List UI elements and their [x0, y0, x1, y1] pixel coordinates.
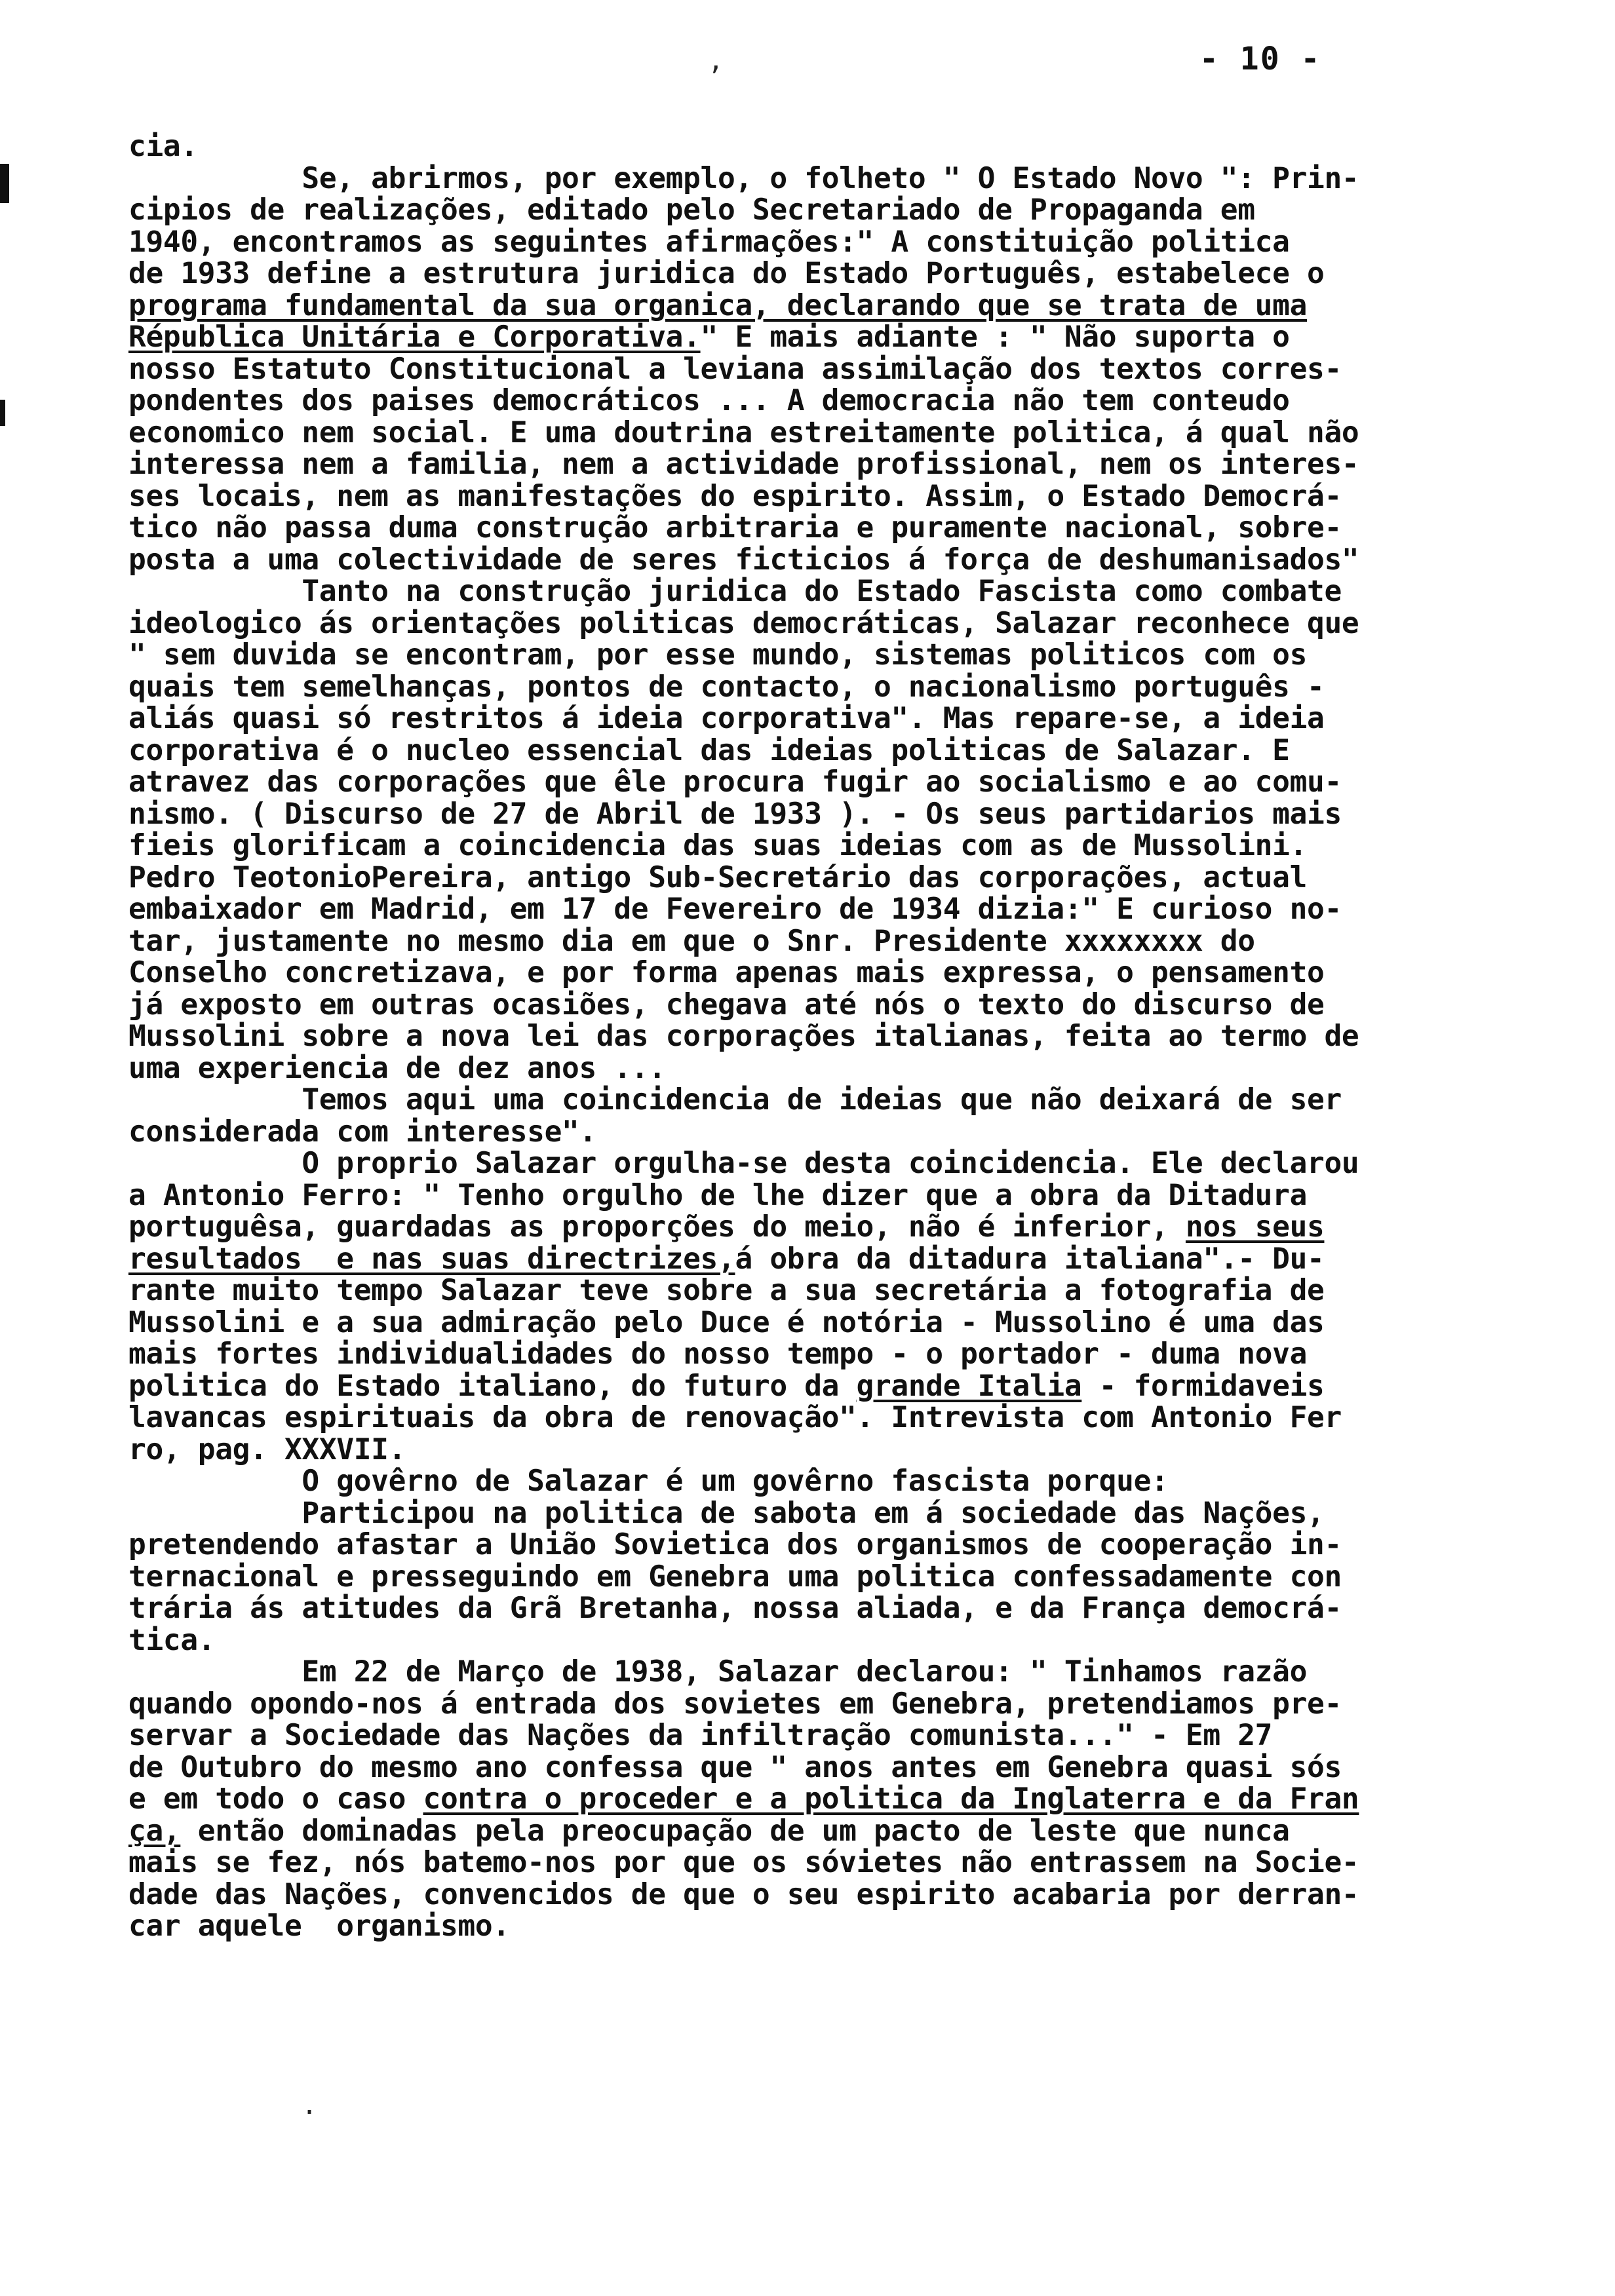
text-line	[128, 1339, 1498, 1371]
line-text: " E mais adiante : " Não suporta o	[700, 320, 1290, 354]
text-line	[128, 354, 1498, 386]
binding-mark	[0, 400, 5, 426]
line-text: cia.	[128, 130, 198, 163]
line-text: politica do Estado italiano, do futuro da	[128, 1369, 857, 1403]
line-text: Em 22 de Março de 1938, Salazar declarou: " Tinhamos razão	[128, 1655, 1308, 1689]
line-text: rante muito tempo Salazar teve sobre a sua secretária a fotografia de	[128, 1274, 1325, 1307]
text-line	[128, 512, 1498, 545]
text-line	[128, 1148, 1498, 1180]
text-line	[128, 131, 1498, 163]
text-line	[128, 1720, 1498, 1752]
line-text: embaixador em Madrid, em 17 de Fevereiro de 1934 dizia:" E curioso no-	[128, 892, 1342, 926]
text-line	[128, 1784, 1498, 1816]
text-line	[128, 1752, 1498, 1784]
line-text: mais se fez, nós batemo-nos por que os sóvietes não entrassem na Socie-	[128, 1846, 1359, 1879]
text-line	[128, 1529, 1498, 1561]
line-text: cipios de realizações, editado pelo Secretariado de Propaganda em	[128, 193, 1255, 227]
text-line	[128, 735, 1498, 767]
text-line	[128, 1371, 1498, 1403]
line-text: portuguêsa, guardadas as proporções do meio, não é inferior,	[128, 1210, 1186, 1244]
line-text: car aquele organismo.	[128, 1909, 510, 1943]
text-line	[128, 1180, 1498, 1212]
text-line	[128, 894, 1498, 926]
underlined-text: programa fundamental da sua organica, declarando que se trata de uma	[128, 288, 1308, 322]
line-text: de 1933 define a estrutura juridica do Estado Português, estabelece o	[128, 257, 1325, 290]
line-text: economico nem social. E uma doutrina estreitamente politica, á qual não	[128, 415, 1359, 450]
text-line	[128, 1561, 1498, 1594]
line-text: ternacional e presseguindo em Genebra uma politica confessadamente con	[128, 1559, 1342, 1594]
line-text: Tanto na construção juridica do Estado Fascista como combate	[128, 575, 1342, 608]
text-line	[128, 1911, 1498, 1943]
text-line	[128, 1879, 1498, 1911]
page-number: - 10 -	[1199, 41, 1321, 77]
text-line	[128, 481, 1498, 513]
line-text: servar a Sociedade das Nações da infiltração comunista..." - Em 27	[128, 1719, 1273, 1752]
text-line	[128, 1434, 1498, 1466]
text-line	[128, 1402, 1498, 1434]
text-line	[128, 989, 1498, 1022]
line-text: aliás quasi só restritos á ideia corporativa". Mas repare-se, a ideia	[128, 702, 1325, 735]
text-line	[128, 1084, 1498, 1117]
text-line	[128, 926, 1498, 958]
line-text: Pedro TeotonioPereira, antigo Sub-Secretário das corporações, actual	[128, 860, 1308, 894]
text-line	[128, 1466, 1498, 1498]
underlined-text: ça,	[128, 1814, 181, 1848]
text-line	[128, 672, 1498, 704]
typewritten-body	[128, 131, 1498, 1943]
line-text: quando opondo-nos á entrada dos sovietes em Genebra, pretendiamos pre-	[128, 1687, 1342, 1721]
line-text: ro, pag. XXXVII.	[128, 1432, 406, 1466]
text-line	[128, 1307, 1498, 1339]
text-line	[128, 703, 1498, 735]
line-text: ideologico ás orientações politicas democráticas, Salazar reconhece que	[128, 606, 1359, 640]
binding-mark	[0, 164, 9, 203]
line-text: á obra da ditadura italiana".- Du-	[735, 1242, 1325, 1276]
text-line	[128, 1244, 1498, 1276]
text-line	[128, 862, 1498, 894]
line-text: tica.	[128, 1623, 216, 1657]
underlined-text: grande Italia	[856, 1369, 1082, 1403]
line-text: O govêrno de Salazar é um govêrno fascista porque:	[128, 1464, 1169, 1498]
stray-dot-mark: .	[302, 2090, 318, 2120]
text-line	[128, 767, 1498, 799]
line-text: Mussolini sobre a nova lei das corporações italianas, feita ao termo de	[128, 1020, 1359, 1053]
text-line	[128, 1593, 1498, 1625]
text-line	[128, 799, 1498, 831]
underlined-text: resultados e nas suas directrizes,	[128, 1242, 735, 1276]
text-line	[128, 227, 1498, 259]
line-text: dade das Nações, convencidos de que o seu espirito acabaria por derran-	[128, 1877, 1359, 1911]
text-line	[128, 640, 1498, 672]
text-line	[128, 1212, 1498, 1244]
line-text: pretendendo afastar a União Sovietica dos organismos de cooperação in-	[128, 1528, 1342, 1561]
text-line	[128, 1053, 1498, 1085]
stray-comma-mark: ,	[708, 46, 724, 76]
line-text: mais fortes individualidades do nosso tempo - o portador - duma nova	[128, 1337, 1308, 1371]
line-text: considerada com interesse".	[128, 1115, 596, 1149]
text-line	[128, 195, 1498, 227]
line-text: O proprio Salazar orgulha-se desta coincidencia. Ele declarou	[128, 1147, 1359, 1180]
underlined-text: nos seus	[1185, 1210, 1325, 1244]
underlined-text: contra o proceder e a politica da Inglaterra e da Fran	[423, 1782, 1359, 1816]
text-line	[128, 417, 1498, 450]
text-line	[128, 1021, 1498, 1053]
text-line	[128, 322, 1498, 354]
text-line	[128, 1689, 1498, 1721]
line-text: ses locais, nem as manifestações do espirito. Assim, o Estado Democrá-	[128, 479, 1342, 513]
line-text: de Outubro do mesmo ano confessa que " anos antes em Genebra quasi sós	[128, 1750, 1342, 1784]
line-text: Mussolini e a sua admiração pelo Duce é notória - Mussolino é uma das	[128, 1305, 1325, 1339]
line-text: fieis glorificam a coincidencia das suas ideias com as de Mussolini.	[128, 829, 1308, 862]
line-text: Participou na politica de sabota em á sociedade das Nações,	[128, 1496, 1325, 1530]
line-text: pondentes dos paises democráticos ... A democracia não tem conteudo	[128, 384, 1290, 417]
line-text: a Antonio Ferro: " Tenho orgulho de lhe dizer que a obra da Ditadura	[128, 1178, 1308, 1212]
text-line	[128, 1117, 1498, 1149]
line-text: interessa nem a familia, nem a actividade profissional, nem os interes-	[128, 448, 1359, 481]
text-line	[128, 1816, 1498, 1848]
line-text: Temos aqui uma coincidencia de ideias que não deixará de ser	[128, 1083, 1342, 1117]
line-text: nosso Estatuto Constitucional a leviana assimilação dos textos corres-	[128, 352, 1342, 386]
line-text: uma experiencia de dez anos ...	[128, 1051, 666, 1085]
line-text: e em todo o caso	[128, 1782, 423, 1816]
line-text: lavancas espirituais da obra de renovação". Intrevista com Antonio Fer	[128, 1401, 1342, 1434]
line-text: " sem duvida se encontram, por esse mundo, sistemas politicos com os	[128, 638, 1308, 672]
text-line	[128, 290, 1498, 322]
line-text: Conselho concretizava, e por forma apenas mais expressa, o pensamento	[128, 956, 1325, 989]
text-line	[128, 258, 1498, 290]
text-line	[128, 545, 1498, 577]
line-text: - formidaveis	[1081, 1369, 1325, 1403]
line-text: atravez das corporações que êle procura fugir ao socialismo e ao comu-	[128, 765, 1342, 799]
text-line	[128, 1625, 1498, 1657]
line-text: Se, abrirmos, por exemplo, o folheto " O Estado Novo ": Prin-	[128, 161, 1359, 195]
underlined-text: Républica Unitária e Corporativa.	[128, 320, 701, 354]
line-text: 1940, encontramos as seguintes afirmações:" A constituição politica	[128, 225, 1290, 259]
text-line	[128, 957, 1498, 989]
text-line	[128, 576, 1498, 608]
line-text: corporativa é o nucleo essencial das ideias politicas de Salazar. E	[128, 733, 1290, 767]
text-line	[128, 163, 1498, 195]
text-line	[128, 1498, 1498, 1530]
text-line	[128, 1847, 1498, 1879]
line-text: nismo. ( Discurso de 27 de Abril de 1933 ). - Os seus partidarios mais	[128, 797, 1342, 831]
text-line	[128, 608, 1498, 640]
line-text: posta a uma colectividade de seres ficticios á força de deshumanisados"	[128, 543, 1359, 577]
text-line	[128, 449, 1498, 481]
text-line	[128, 1275, 1498, 1307]
text-line	[128, 830, 1498, 862]
text-line	[128, 1656, 1498, 1689]
line-text: já exposto em outras ocasiões, chegava até nós o texto do discurso de	[128, 987, 1325, 1022]
line-text: quais tem semelhanças, pontos de contacto, o nacionalismo português -	[128, 670, 1325, 704]
line-text: trária ás atitudes da Grã Bretanha, nossa aliada, e da França democrá-	[128, 1592, 1342, 1625]
line-text: então dominadas pela preocupação de um pacto de leste que nunca	[180, 1814, 1290, 1848]
line-text: tico não passa duma construção arbitraria e puramente nacional, sobre-	[128, 511, 1342, 545]
line-text: tar, justamente no mesmo dia em que o Snr. Presidente xxxxxxxx do	[128, 924, 1255, 958]
text-line	[128, 385, 1498, 417]
